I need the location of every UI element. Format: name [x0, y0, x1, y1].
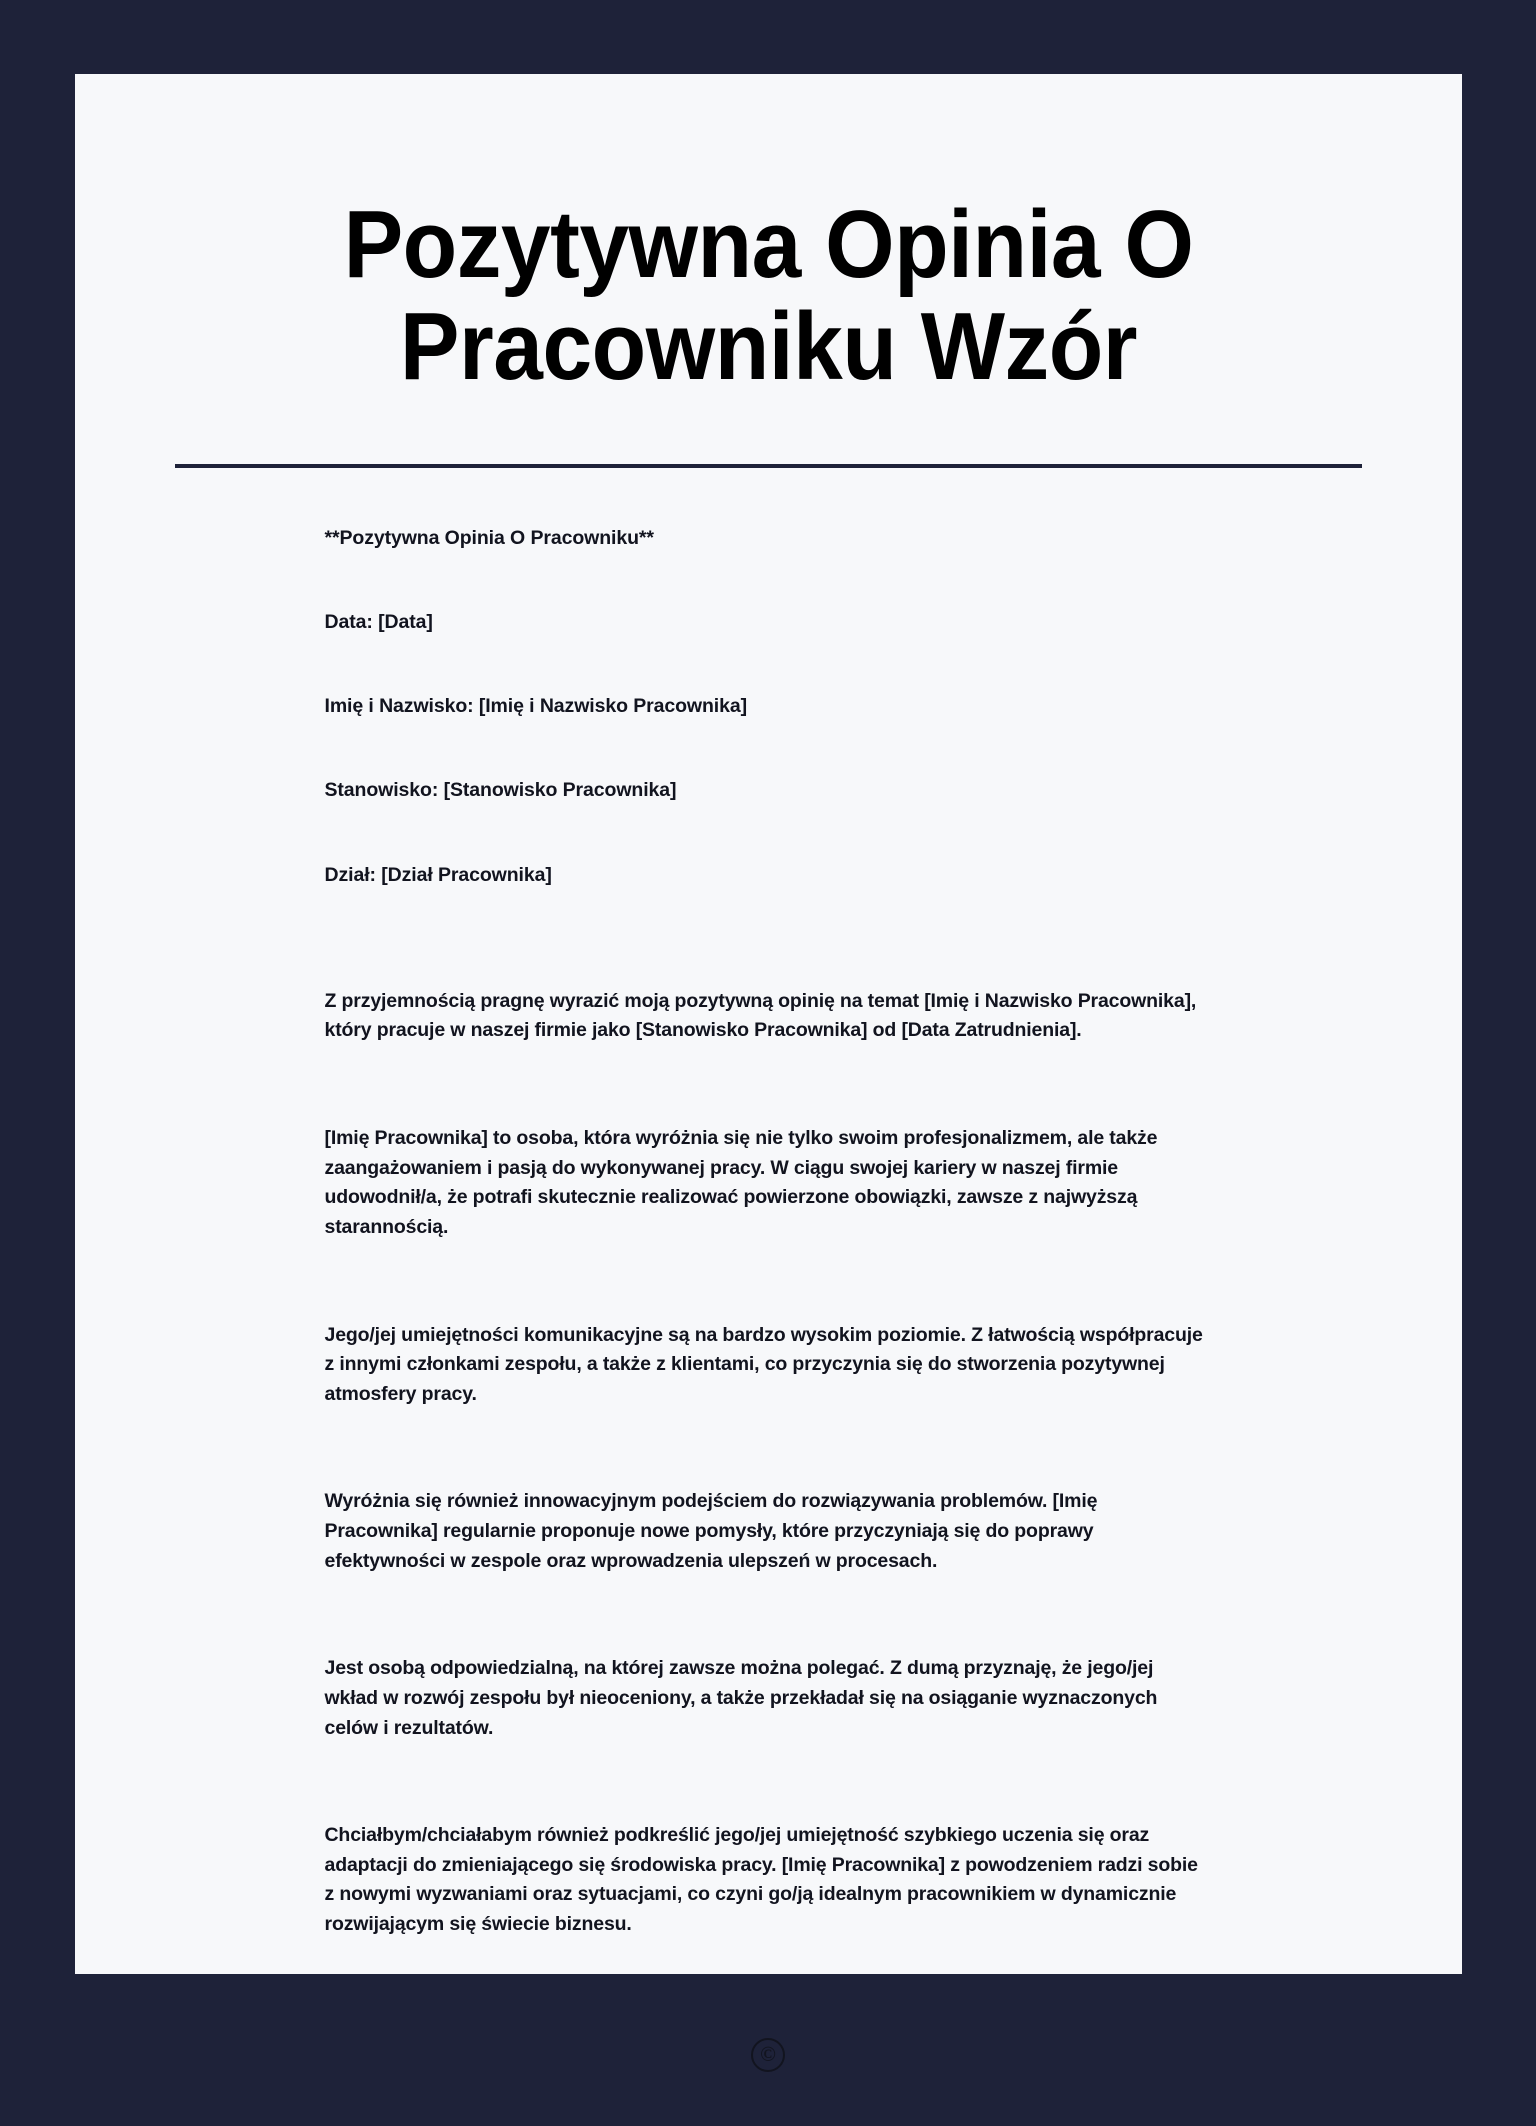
paragraph-odpowiedzialnosc: Jest osobą odpowiedzialną, na której zawsze można polegać. Z dumą przyznaję, że jego/jej wkład w rozwój zespołu był nieoceniony, a także przekładał się na osiąganie wyznaczonych celów i rezultatów.	[324, 1657, 1158, 1739]
paragraph-komunikacja: Jego/jej umiejętności komunikacyjne są na bardzo wysokim poziomie. Z łatwością współpracuje z innymi członkami zespołu, a także z klientami, co przyczynia się do stworzenia pozytywnej atmosfery pracy.	[324, 1323, 1203, 1405]
document-footer	[75, 2018, 1462, 2126]
page-title: Pozytywna Opinia O Pracowniku Wzór	[343, 191, 1193, 400]
meta-body-spacer	[325, 945, 1212, 987]
meta-line-data: Data: [Data]	[324, 610, 433, 633]
document-heading: **Pozytywna Opinia O Pracowniku**	[324, 526, 654, 549]
paragraph-profesjonalizm: [Imię Pracownika] to osoba, która wyróżnia się nie tylko swoim profesjonalizmem, ale także zaangażowaniem i pasją do wykonywanej pracy. W ciągu swojej kariery w naszej firmie udowodnił/a, że potrafi skutecznie realizować powierzone obowiązki, zawsze z najwyższą starannością.	[324, 1127, 1158, 1238]
document-header	[75, 74, 1462, 468]
paragraph-intro: Z przyjemnością pragnę wyrazić moją pozytywną opinię na temat [Imię i Nazwisko Pracownika], który pracuje w naszej firmie jako [Stanowisko Pracownika] od [Data Zatrudnienia].	[324, 989, 1197, 1042]
paragraph-innowacyjnosc: Wyróżnia się również innowacyjnym podejściem do rozwiązywania problemów. [Imię Pracownika] regularnie proponuje nowe pomysły, które przyczyniają się do poprawy efektywności w zespole oraz wprowadzenia ulepszeń w procesach.	[324, 1490, 1098, 1572]
meta-line-stanowisko: Stanowisko: [Stanowisko Pracownika]	[324, 779, 677, 802]
meta-line-imie-i-nazwisko: Imię i Nazwisko: [Imię i Nazwisko Pracownika]	[324, 695, 747, 718]
document-card	[75, 74, 1462, 2067]
document-body	[75, 468, 1462, 2018]
meta-line-dzial: Dział: [Dział Pracownika]	[324, 863, 552, 886]
copyright-icon: ©	[751, 2038, 785, 2072]
paragraph-adaptacja: Chciałbym/chciałabym również podkreślić jego/jej umiejętność szybkiego uczenia się oraz adaptacji do zmieniającego się środowiska pracy. [Imię Pracownika] z powodzeniem radzi sobie z nowymi wyzwaniami oraz sytuacjami, co czyni go/ją idealnym pracownikiem w dynamicznie rozwijającym się świecie biznesu.	[324, 1824, 1198, 1936]
